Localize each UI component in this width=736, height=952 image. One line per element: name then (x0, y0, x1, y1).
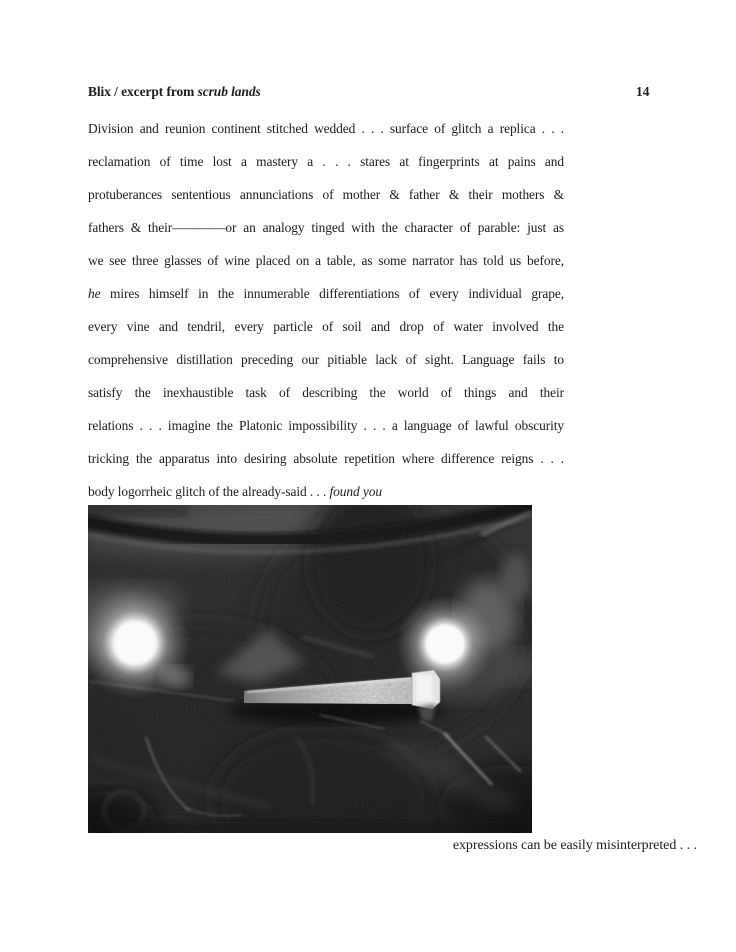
body-line-run: protuberances sententious annunciations of mother & father & their mothers & (88, 187, 564, 202)
photo-artwork (88, 505, 532, 833)
body-line (88, 310, 564, 343)
body-paragraph (88, 112, 564, 508)
body-line (88, 475, 564, 508)
running-head-work-title: scrub lands (197, 84, 261, 99)
body-line-run: satisfy the inexhaustible task of describing the world of things and their (88, 385, 564, 400)
page-number: 14 (636, 84, 650, 99)
body-line-italic-run: he (88, 286, 101, 301)
body-line (88, 277, 564, 310)
body-line-run: we see three glasses of wine placed on a table, as some narrator has told us before, (88, 253, 564, 268)
photo-nail-on-fabric (88, 505, 532, 833)
running-head-prefix: Blix / excerpt from (88, 84, 198, 99)
body-line (88, 244, 564, 277)
photo-caption: expressions can be easily misinterpreted . . . (452, 838, 697, 853)
body-line-run: comprehensive distillation preceding our pitiable lack of sight. Language fails to (88, 352, 564, 367)
body-line (88, 145, 564, 178)
body-line (88, 112, 564, 145)
body-line-run: mires himself in the innumerable differentiations of every individual grape, (100, 286, 564, 301)
body-text (88, 112, 564, 508)
body-line-run: Division and reunion continent stitched wedded . . . surface of glitch a replica . . . (88, 121, 564, 136)
body-line (88, 442, 564, 475)
body-line-run: tricking the apparatus into desiring absolute repetition where difference reigns . . . (88, 451, 564, 466)
body-line (88, 343, 564, 376)
body-line (88, 211, 564, 244)
body-line (88, 178, 564, 211)
body-line (88, 409, 564, 442)
body-line-run: body logorrheic glitch of the already-said . . . (88, 484, 330, 499)
body-line-run: relations . . . imagine the Platonic impossibility . . . a language of lawful obscurity (88, 418, 564, 433)
running-head (88, 84, 648, 100)
body-line (88, 376, 564, 409)
body-line-run: fathers & their————or an analogy tinged with the character of parable: just as (88, 220, 564, 235)
body-line-run: reclamation of time lost a mastery a . . . stares at fingerprints at pains and (88, 154, 564, 169)
body-line-italic-run: found you (329, 484, 382, 499)
body-line-run: every vine and tendril, every particle of soil and drop of water involved the (88, 319, 564, 334)
